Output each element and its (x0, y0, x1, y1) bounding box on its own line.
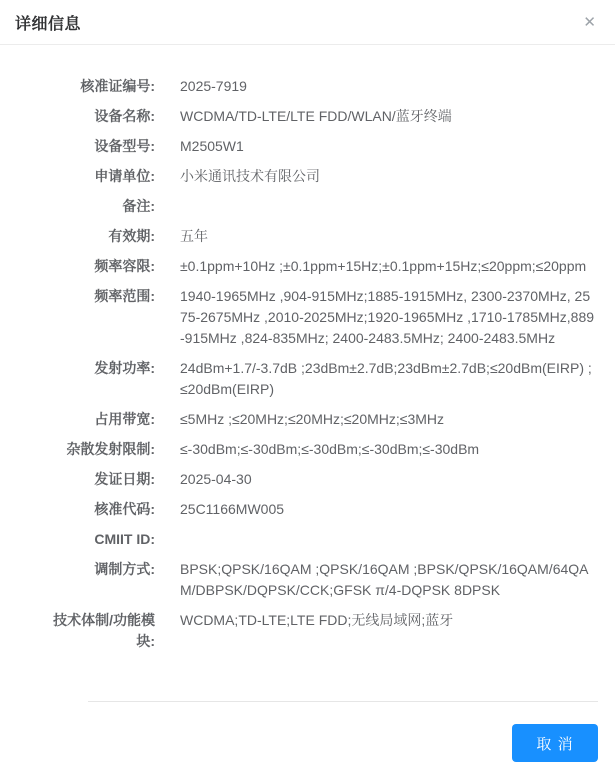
dialog-footer (0, 701, 615, 771)
field-value: 小米通讯技术有限公司 (180, 168, 320, 184)
dialog-title: 详细信息 (15, 15, 82, 33)
field-label: 频率范围: (94, 288, 155, 304)
field-value: WCDMA;TD-LTE;LTE FDD;无线局域网;蓝牙 (180, 612, 454, 628)
form-row (37, 106, 595, 127)
field-value: BPSK;QPSK/16QAM ;QPSK/16QAM ;BPSK/QPSK/16QAM/64QAM/DBPSK/DQPSK/CCK;GFSK π/4-DQPSK 8DPSK (180, 561, 589, 598)
field-value: 五年 (180, 228, 208, 244)
form-row (37, 439, 595, 460)
field-value: ±0.1ppm+10Hz ;±0.1ppm+15Hz;±0.1ppm+15Hz;≤20ppm;≤20ppm (180, 258, 587, 274)
form-row (37, 136, 595, 157)
field-label: 技术体制/功能模块: (53, 612, 155, 649)
field-label: 申请单位: (94, 168, 155, 184)
form-row (37, 358, 595, 400)
field-label: 发射功率: (94, 360, 155, 376)
form-row (37, 469, 595, 490)
field-label: 核准代码: (94, 501, 155, 517)
form-row (37, 166, 595, 187)
field-label: 发证日期: (94, 471, 155, 487)
form-row (37, 529, 595, 550)
field-label: 杂散发射限制: (66, 441, 155, 457)
field-label: 备注: (122, 198, 155, 214)
field-value: ≤-30dBm;≤-30dBm;≤-30dBm;≤-30dBm;≤-30dBm (180, 441, 480, 457)
field-value: 25C1166MW005 (180, 501, 285, 517)
form-row (37, 226, 595, 247)
form-row (37, 196, 595, 217)
field-label: 设备型号: (94, 138, 155, 154)
field-value: M2505W1 (180, 138, 244, 154)
field-value (180, 196, 595, 217)
close-icon[interactable]: ✕ (583, 13, 596, 31)
field-value: 1940-1965MHz ,904-915MHz;1885-1915MHz, 2300-2370MHz, 2575-2675MHz ,2010-2025MHz;1920-1965MHz ,1710-1785MHz,889-915MHz ,824-835MHz; 2400-2483.5MHz; 2400-2483.5MHz (180, 288, 595, 346)
field-value: WCDMA/TD-LTE/LTE FDD/WLAN/蓝牙终端 (180, 108, 452, 124)
field-label: 频率容限: (94, 258, 155, 274)
form-row (37, 610, 595, 652)
form-row (37, 499, 595, 520)
form-row (37, 409, 595, 430)
field-label: 调制方式: (94, 561, 155, 577)
field-label: 设备名称: (94, 108, 155, 124)
field-value: 2025-04-30 (180, 471, 252, 487)
field-label: 占用带宽: (94, 411, 155, 427)
field-value: 2025-7919 (180, 78, 247, 94)
field-label: 有效期: (108, 228, 155, 244)
form-row (37, 559, 595, 601)
field-value (180, 529, 595, 550)
footer-actions (0, 702, 615, 771)
field-value: ≤5MHz ;≤20MHz;≤20MHz;≤20MHz;≤3MHz (180, 411, 445, 427)
form-row (37, 76, 595, 97)
detail-form (0, 45, 615, 701)
field-value: 24dBm+1.7/-3.7dB ;23dBm±2.7dB;23dBm±2.7dB;≤20dBm(EIRP) ;≤20dBm(EIRP) (180, 360, 592, 397)
cancel-button[interactable]: 取 消 (512, 724, 598, 762)
field-label: 核准证编号: (80, 78, 155, 94)
form-row (37, 256, 595, 277)
form-row (37, 286, 595, 349)
dialog-header (0, 0, 615, 45)
field-label: CMIIT ID: (94, 531, 155, 547)
